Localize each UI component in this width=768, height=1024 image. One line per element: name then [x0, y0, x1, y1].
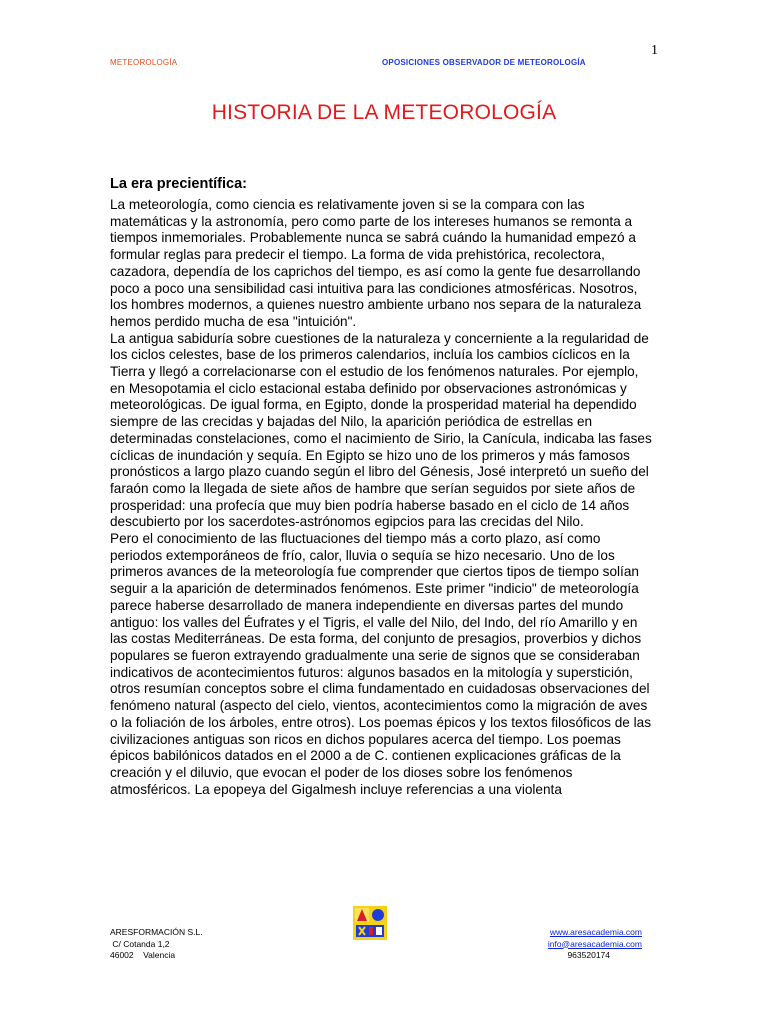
ares-academia-logo-icon — [353, 906, 387, 940]
paragraph: La antigua sabiduría sobre cuestiones de la naturaleza y concerniente a la regularidad de los ciclos celestes, base de los primeros calendarios, incluía los cambios cíclicos en la Tierra y llegó a correlacionarse con el estudio de los fenómenos naturales. Por ejemplo, en Mesopotamia el ciclo estacional estaba definido por observaciones astronómicas y meteorológicas. De igual forma, en Egipto, donde la prosperidad material ha dependido siempre de las crecidas y bajadas del Nilo, la aparición periódica de estrellas en determinadas constelaciones, como el nacimiento de Sirio, la Canícula, indicaba las fases cíclicas de inundación y sequía. En Egipto se hizo uno de los primeros y más famosos pronósticos a largo plazo cuando según el libro del Génesis, José interpretó un sueño del faraón como la llegada de siete años de hambre que serían seguidos por siete años de prosperidad: una profecía que muy bien podría haberse basado en el ciclo de 14 años descubierto por los sacerdotes-astrónomos egipcios para las crecidas del Nilo. — [110, 330, 652, 530]
paragraph: La meteorología, como ciencia es relativamente joven si se la compara con las matemáticas y la astronomía, pero como parte de los intereses humanos se remonta a tiempos inmemoriales. Probablemente nunca se sabrá cuándo la humanidad empezó a formular reglas para predecir el tiempo. La forma de vida prehistórica, recolectora, cazadora, dependía de los caprichos del tiempo, es así como la gente fue desarrollando poco a poco una sensibilidad casi intuitiva para las condiciones atmosféricas. Nosotros, los hombres modernos, a quienes nuestro ambiente urbano nos separa de la naturaleza hemos perdido mucha de esa "intuición". — [110, 197, 642, 329]
street-address: C/ Cotanda 1,2 — [110, 938, 170, 949]
page-number: 1 — [651, 43, 658, 58]
email-link[interactable]: info@aresacademia.com — [547, 938, 642, 949]
website-link[interactable]: www.aresacademia.com — [549, 927, 642, 937]
paragraph: Pero el conocimiento de las fluctuaciones del tiempo más a corto plazo, así como periodos extemporáneos de frío, calor, lluvia o sequía se hizo necesario. Uno de los primeros avances de la meteorología fue comprender que ciertos tipos de tiempo solían seguir a la aparición de determinados fenómenos. Este primer "indicio" de meteorología parece haberse desarrollado de manera independiente en diversas partes del mundo antiguo: los valles del Éufrates y el Tigris, el valle del Nilo, del Indo, del río Amarillo y en las costas Mediterráneas. De esta forma, del conjunto de presagios, proverbios y dichos populares se fueron extrayendo gradualmente una serie de signos que se consideraban indicativos de acontecimientos futuros: algunos basados en la mitología y superstición, otros resumían conceptos sobre el clima fundamentado en cuidadosas observaciones del fenómeno natural (aspecto del cielo, vientos, acontecimientos como la migración de aves o la foliación de los árboles, entre otros). Los poemas épicos y los textos filosóficos de las civilizaciones antiguas son ricos en dichos populares acerca del tiempo. Los poemas épicos babilónicos datados en el 2000 a de C. contienen explicaciones gráficas de la creación y el diluvio, que evocan el poder de los dioses sobre los fenómenos atmosféricos. La epopeya del Gigalmesh incluye referencias a una violenta — [110, 531, 652, 797]
footer-address — [110, 927, 203, 962]
document-title: HISTORIA DE LA METEOROLOGÍA — [211, 101, 557, 124]
phone-number: 963520174 — [567, 950, 610, 960]
header-course: OPOSICIONES OBSERVADOR DE METEOROLOGÍA — [382, 58, 586, 67]
company-name: ARESFORMACIÓN S.L. — [110, 927, 203, 937]
header-subject: METEOROLOGÍA — [110, 58, 178, 67]
section-heading: La era precientífica: — [110, 176, 247, 192]
body-text — [110, 197, 653, 889]
city-address: 46002 Valencia — [110, 950, 176, 960]
footer-contact — [548, 927, 642, 962]
